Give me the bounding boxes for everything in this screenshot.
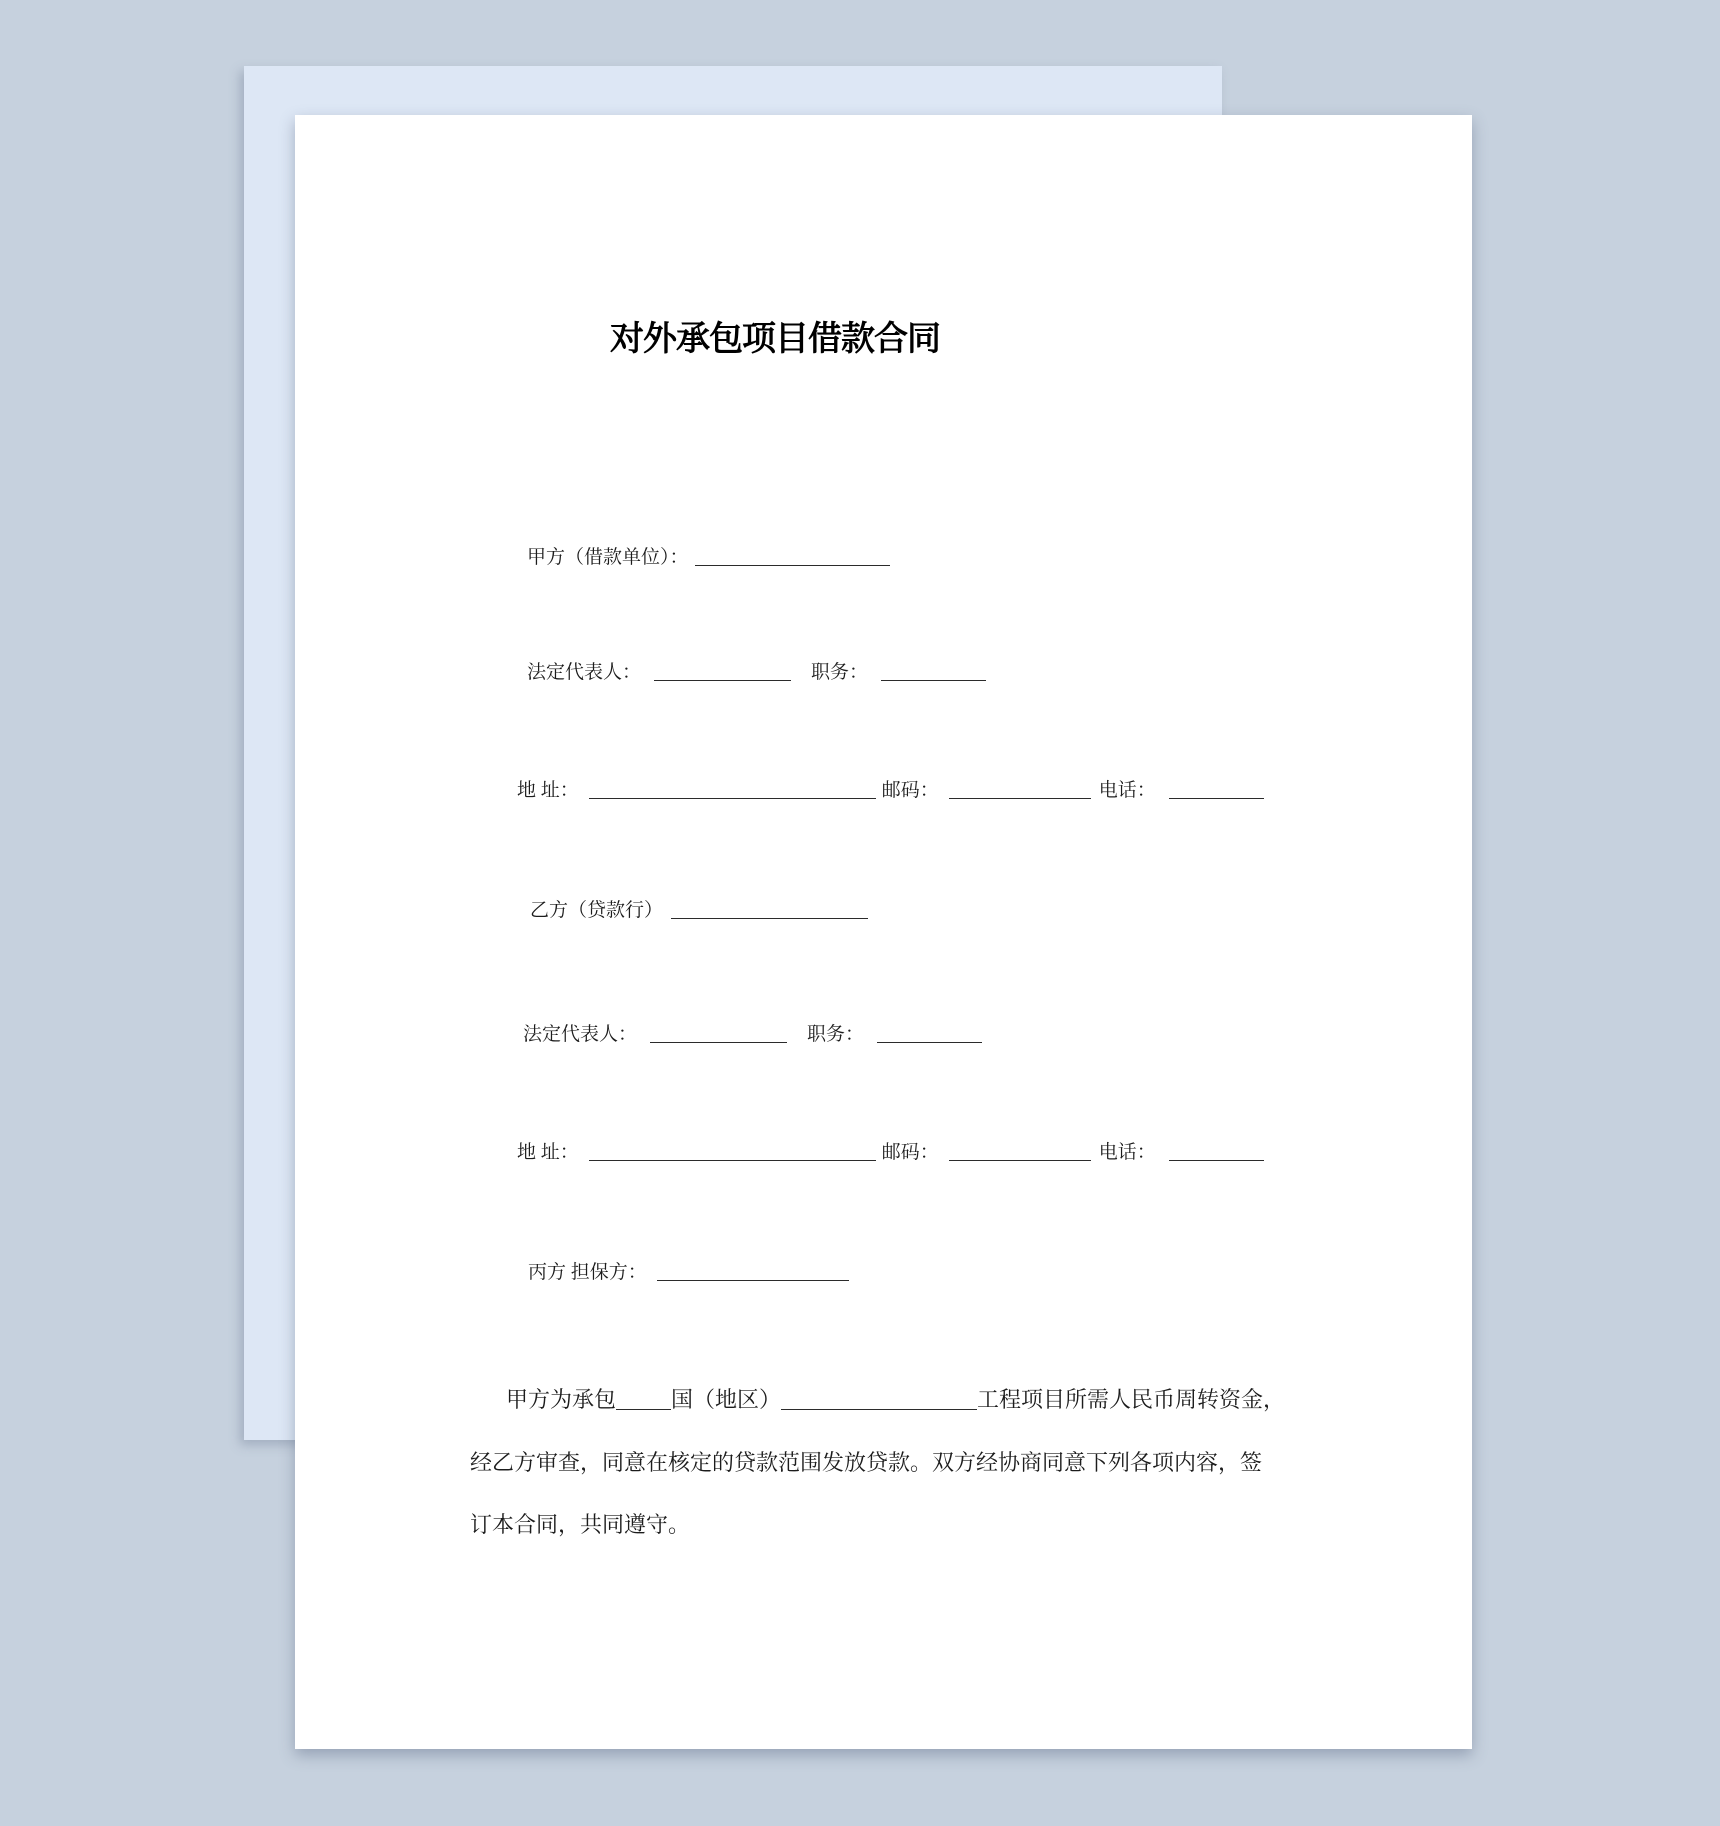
party-b-label: 乙方（贷款行） — [530, 900, 664, 921]
document-title: 对外承包项目借款合同 — [610, 320, 940, 358]
rep-a-label: 法定代表人： — [527, 662, 642, 683]
intro-line3-text: 订本合同，共同遵守。 — [470, 1512, 691, 1537]
intro-seg1: 甲方为承包 — [506, 1387, 617, 1412]
tel-b-label: 电话： — [1098, 1142, 1156, 1163]
addr-a-input-line[interactable] — [589, 779, 876, 799]
addr-b-input-line[interactable] — [589, 1141, 876, 1161]
document-page — [295, 115, 1472, 1749]
zip-b-label: 邮码： — [881, 1142, 939, 1163]
form-line-party-c — [528, 1258, 849, 1287]
party-c-label: 丙方 担保方： — [528, 1262, 647, 1283]
form-line-rep-b — [523, 1020, 982, 1049]
form-line-party-a — [527, 543, 890, 572]
tel-b-input-line[interactable] — [1169, 1141, 1264, 1161]
duty-b-label: 职务： — [807, 1024, 865, 1045]
zip-a-input-line[interactable] — [949, 779, 1091, 799]
form-line-addr-a — [517, 776, 1264, 805]
addr-b-label: 地 址： — [517, 1142, 579, 1163]
intro-seg2: 国（地区） — [671, 1387, 782, 1412]
tel-a-input-line[interactable] — [1169, 779, 1264, 799]
country-input-line[interactable] — [616, 1388, 671, 1410]
form-line-rep-a — [527, 658, 986, 687]
project-input-line[interactable] — [781, 1388, 977, 1410]
intro-paragraph-line-3 — [470, 1508, 690, 1542]
form-line-addr-b — [517, 1138, 1264, 1167]
intro-paragraph-line-1 — [470, 1383, 1285, 1417]
party-b-input-line[interactable] — [671, 899, 868, 919]
addr-a-label: 地 址： — [517, 780, 579, 801]
duty-a-label: 职务： — [811, 662, 869, 683]
zip-b-input-line[interactable] — [949, 1141, 1091, 1161]
intro-seg3: 工程项目所需人民币周转资金， — [977, 1387, 1286, 1412]
intro-paragraph-line-2 — [470, 1446, 1262, 1480]
party-a-input-line[interactable] — [695, 546, 890, 566]
intro-line2-text: 经乙方审查，同意在核定的贷款范围发放贷款。双方经协商同意下列各项内容，签 — [470, 1450, 1263, 1475]
duty-b-input-line[interactable] — [877, 1023, 982, 1043]
party-c-input-line[interactable] — [657, 1261, 849, 1281]
form-line-party-b — [530, 896, 868, 925]
rep-a-input-line[interactable] — [654, 661, 791, 681]
rep-b-label: 法定代表人： — [523, 1024, 638, 1045]
rep-b-input-line[interactable] — [650, 1023, 787, 1043]
duty-a-input-line[interactable] — [881, 661, 986, 681]
zip-a-label: 邮码： — [881, 780, 939, 801]
tel-a-label: 电话： — [1098, 780, 1156, 801]
party-a-label: 甲方（借款单位）： — [527, 547, 689, 568]
